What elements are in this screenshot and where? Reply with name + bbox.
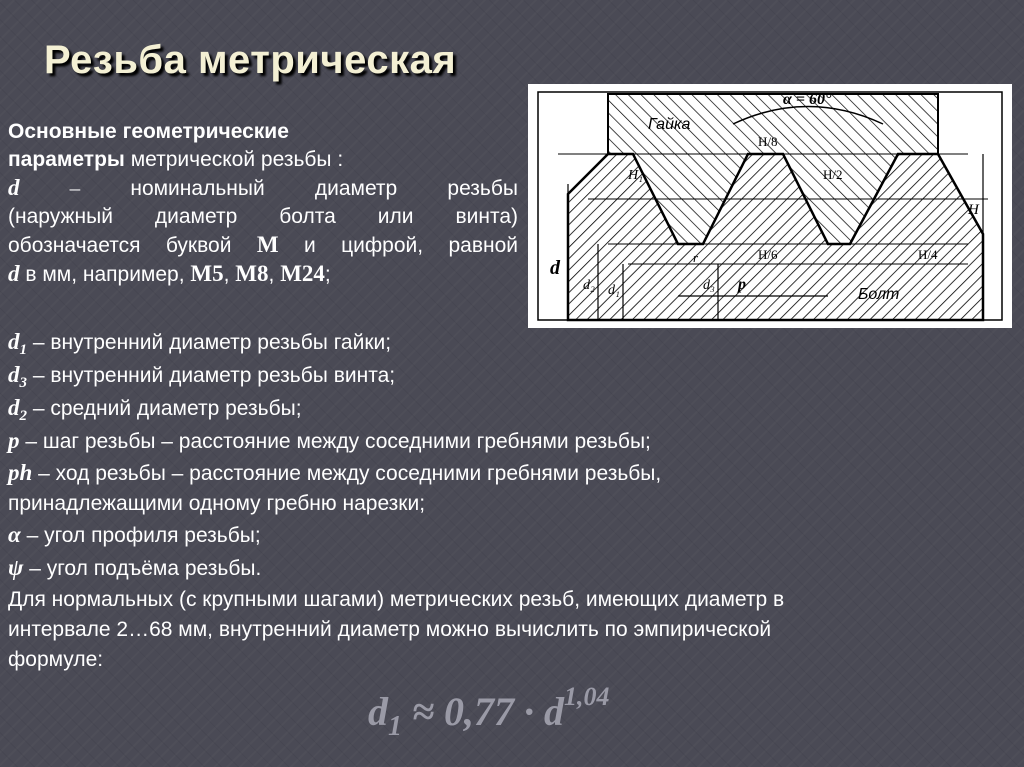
label-r: r bbox=[693, 250, 699, 265]
intro-line-1: Основные геометрические bbox=[8, 120, 289, 143]
dash: – bbox=[69, 176, 81, 200]
intro-line6-a: в мм, например, bbox=[19, 263, 191, 286]
label-H6: H/6 bbox=[758, 247, 778, 262]
label-H4: H/4 bbox=[918, 247, 938, 262]
thread-profile-diagram bbox=[528, 84, 1012, 328]
letter-M: М bbox=[256, 232, 279, 257]
formula-lhs-sub: 1 bbox=[388, 711, 402, 742]
d3-letter: d bbox=[8, 362, 20, 387]
intro-line-6 bbox=[8, 260, 518, 289]
def-d1-text: – внутренний диаметр резьбы гайки; bbox=[27, 331, 392, 354]
intro-params-bold: параметры bbox=[8, 148, 125, 171]
example-m8: М8 bbox=[235, 261, 269, 286]
def-d2 bbox=[8, 392, 1013, 425]
label-H8: H/8 bbox=[758, 134, 778, 149]
intro-line-4: (наружный диаметр болта или винта) bbox=[8, 205, 518, 228]
page-title: Резьба метрическая bbox=[44, 38, 457, 82]
intro-d-text: номинальный диаметр резьбы bbox=[130, 177, 518, 200]
label-d3: d₃ bbox=[703, 278, 715, 293]
thread-profile-figure bbox=[528, 84, 1012, 328]
line6-end: ; bbox=[324, 263, 331, 286]
def-ph bbox=[8, 458, 1013, 489]
def-p bbox=[8, 425, 1013, 458]
def-ph-text: – ход резьбы – расстояние между соседними гребнями резьбы, bbox=[32, 462, 662, 485]
label-H2: H/2 bbox=[823, 167, 843, 182]
label-alpha: α = 60° bbox=[783, 91, 832, 108]
formula-exponent: 1,04 bbox=[563, 682, 610, 711]
formula-lhs: d bbox=[368, 689, 388, 734]
symbol-ph: ph bbox=[8, 460, 33, 485]
label-d: d bbox=[550, 257, 560, 279]
symbol-psi: ψ bbox=[8, 555, 24, 580]
definitions-list bbox=[8, 326, 1013, 675]
d1-letter: d bbox=[8, 329, 20, 354]
def-alpha bbox=[8, 519, 1013, 552]
symbol-d1 bbox=[8, 329, 27, 358]
paragraph-line-2: интервале 2…68 мм, внутренний диаметр можно вычислить по эмпирической bbox=[8, 618, 772, 641]
def-d3 bbox=[8, 359, 1013, 392]
label-H: H bbox=[968, 202, 979, 218]
label-nut: Гайка bbox=[648, 116, 691, 133]
label-bolt: Болт bbox=[858, 286, 900, 303]
label-H1: H₁ bbox=[628, 168, 643, 183]
sep-1: , bbox=[223, 263, 236, 286]
intro-line5-a: обозначается буквой bbox=[8, 234, 257, 257]
def-psi-text: – угол подъёма резьбы. bbox=[23, 557, 262, 580]
label-d2: d₂ bbox=[583, 278, 595, 293]
d3-subscript: 3 bbox=[19, 375, 27, 391]
empirical-formula bbox=[368, 682, 610, 742]
intro-line-3 bbox=[8, 174, 518, 203]
formula-op: ≈ 0,77 · d bbox=[402, 689, 564, 734]
paragraph-line-1: Для нормальных (с крупными шагами) метрических резьб, имеющих диаметр в bbox=[8, 588, 785, 611]
symbol-d-2: d bbox=[8, 261, 20, 286]
symbol-d3 bbox=[8, 362, 27, 391]
intro-line-5 bbox=[8, 231, 518, 260]
symbol-d2 bbox=[8, 395, 27, 424]
def-p-text: – шаг резьбы – расстояние между соседними гребнями резьбы; bbox=[19, 430, 651, 453]
def-d2-text: – средний диаметр резьбы; bbox=[27, 397, 302, 420]
label-d1: d₁ bbox=[608, 283, 620, 298]
def-alpha-text: – угол профиля резьбы; bbox=[20, 524, 261, 547]
label-p: p bbox=[738, 276, 746, 293]
d2-letter: d bbox=[8, 395, 20, 420]
def-d1 bbox=[8, 326, 1013, 359]
def-ph-cont: принадлежащими одному гребню нарезки; bbox=[8, 492, 426, 515]
example-m5: М5 bbox=[190, 261, 224, 286]
intro-params-rest: метрической резьбы : bbox=[124, 148, 344, 171]
intro-line-2 bbox=[8, 146, 518, 174]
intro-line5-b: и цифрой, равной bbox=[278, 234, 519, 257]
symbol-alpha: α bbox=[8, 522, 21, 547]
paragraph-line-3: формуле: bbox=[8, 648, 104, 671]
symbol-p: p bbox=[8, 428, 20, 453]
intro-text bbox=[8, 118, 518, 289]
def-d3-text: – внутренний диаметр резьбы винта; bbox=[27, 364, 396, 387]
symbol-d: d bbox=[8, 175, 20, 200]
d1-subscript: 1 bbox=[19, 342, 27, 358]
example-m24: М24 bbox=[280, 261, 325, 286]
def-psi bbox=[8, 552, 1013, 585]
d2-subscript: 2 bbox=[19, 408, 27, 424]
sep-2: , bbox=[268, 263, 281, 286]
